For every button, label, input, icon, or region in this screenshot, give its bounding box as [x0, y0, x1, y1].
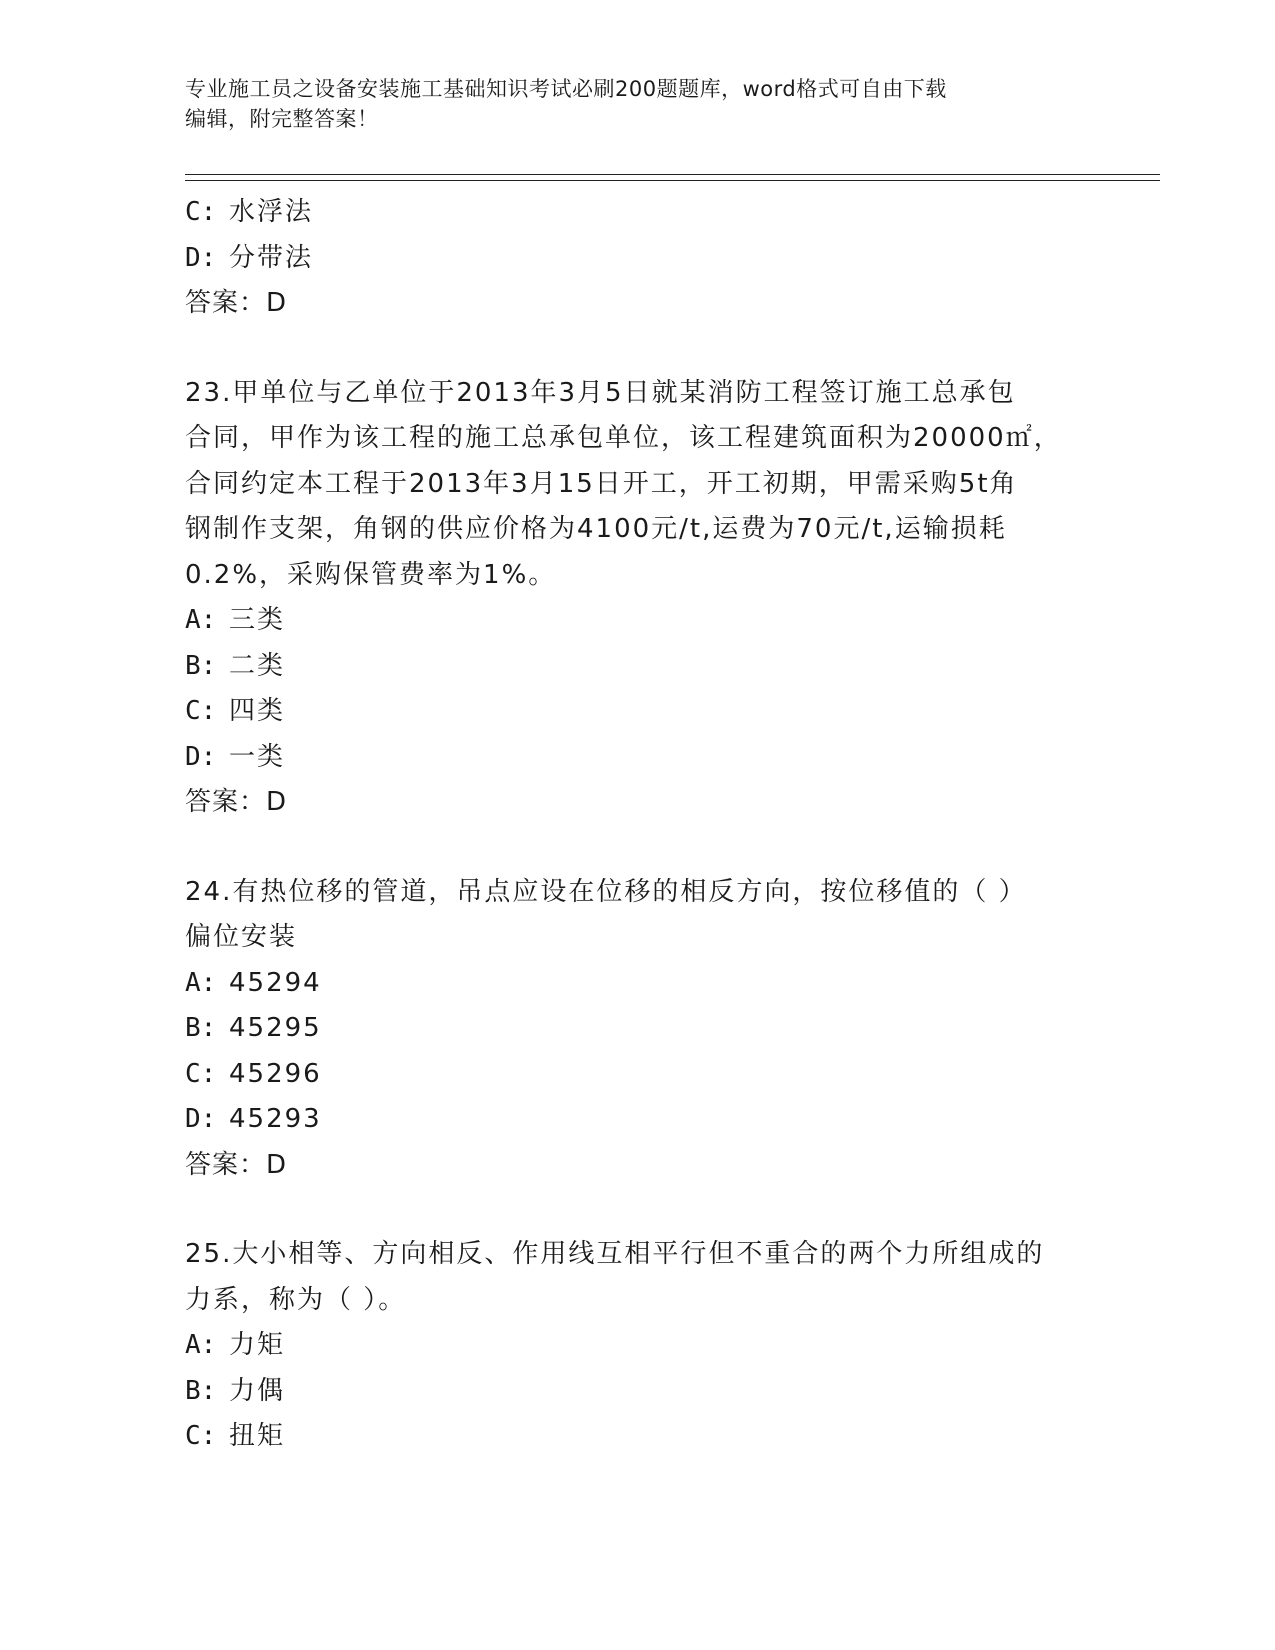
question-25-line-1: 25.大小相等、方向相反、作用线互相平行但不重合的两个力所组成的 — [185, 1239, 1045, 1269]
option-letter: C: — [185, 696, 217, 726]
option-letter: A: — [185, 1330, 217, 1360]
option-text: 分带法 — [229, 242, 314, 273]
prev-question-answer: 答案：D — [185, 288, 288, 318]
option-c — [185, 190, 1085, 236]
option-a — [185, 1323, 1085, 1369]
option-text: 二类 — [229, 650, 286, 681]
question-23 — [185, 371, 1085, 826]
option-letter: D: — [185, 1104, 217, 1134]
question-25-line-2: 力系，称为（ ）。 — [185, 1284, 407, 1315]
option-d — [185, 236, 1085, 282]
question-24-line-2: 偏位安装 — [185, 922, 298, 952]
question-23-line-4: 钢制作支架，角钢的供应价格为4100元/t,运费为70元/t,运输损耗 — [185, 514, 1007, 544]
option-letter: A: — [185, 967, 217, 998]
option-text: 一类 — [229, 741, 286, 772]
question-23-line-2: 合同，甲作为该工程的施工总承包单位，该工程建筑面积为20000㎡， — [185, 423, 1062, 453]
document-header — [185, 74, 1065, 134]
header-divider-bottom — [185, 180, 1160, 181]
option-b — [185, 1369, 1085, 1415]
option-text: 45295 — [229, 1013, 322, 1043]
question-24-answer: 答案：D — [185, 1149, 288, 1180]
question-23-answer: 答案：D — [185, 787, 288, 817]
option-text: 四类 — [229, 696, 286, 726]
option-d — [185, 1097, 1085, 1143]
option-text: 水浮法 — [229, 197, 314, 227]
option-letter: C: — [185, 1058, 217, 1089]
option-letter: C: — [185, 1421, 217, 1451]
option-letter: B: — [185, 1375, 217, 1406]
option-text: 45296 — [229, 1058, 322, 1089]
option-text: 45294 — [229, 967, 322, 998]
question-23-line-5: 0.2%，采购保管费率为1%。 — [185, 559, 557, 590]
prev-question-options — [185, 190, 1085, 281]
question-content — [185, 190, 1085, 1460]
option-text: 三类 — [229, 605, 286, 635]
option-b — [185, 644, 1085, 690]
option-d — [185, 735, 1085, 781]
option-c — [185, 1414, 1085, 1460]
option-letter: D: — [185, 242, 217, 273]
question-25 — [185, 1232, 1085, 1460]
option-letter: B: — [185, 650, 217, 681]
option-c — [185, 1052, 1085, 1098]
option-text: 力偶 — [229, 1375, 286, 1406]
option-letter: D: — [185, 741, 217, 772]
option-letter: A: — [185, 605, 217, 635]
option-a — [185, 961, 1085, 1007]
option-b — [185, 1006, 1085, 1052]
question-24 — [185, 870, 1085, 1189]
question-23-line-1: 23.甲单位与乙单位于2013年3月5日就某消防工程签订施工总承包 — [185, 377, 1016, 408]
question-23-line-3: 合同约定本工程于2013年3月15日开工，开工初期，甲需采购5t角 — [185, 468, 1018, 499]
option-text: 力矩 — [229, 1330, 286, 1360]
option-text: 45293 — [229, 1104, 322, 1134]
option-a — [185, 598, 1085, 644]
question-24-line-1: 24.有热位移的管道，吊点应设在位移的相反方向，按位移值的（ ） — [185, 876, 1027, 907]
header-title-line-1: 专业施工员之设备安装施工基础知识考试必刷200题题库，word格式可自由下载 — [185, 77, 947, 101]
header-title-line-2: 编辑，附完整答案！ — [185, 107, 379, 131]
option-text: 扭矩 — [229, 1421, 286, 1451]
header-divider-top — [185, 174, 1160, 175]
option-letter: C: — [185, 197, 217, 227]
option-c — [185, 689, 1085, 735]
option-letter: B: — [185, 1013, 217, 1043]
